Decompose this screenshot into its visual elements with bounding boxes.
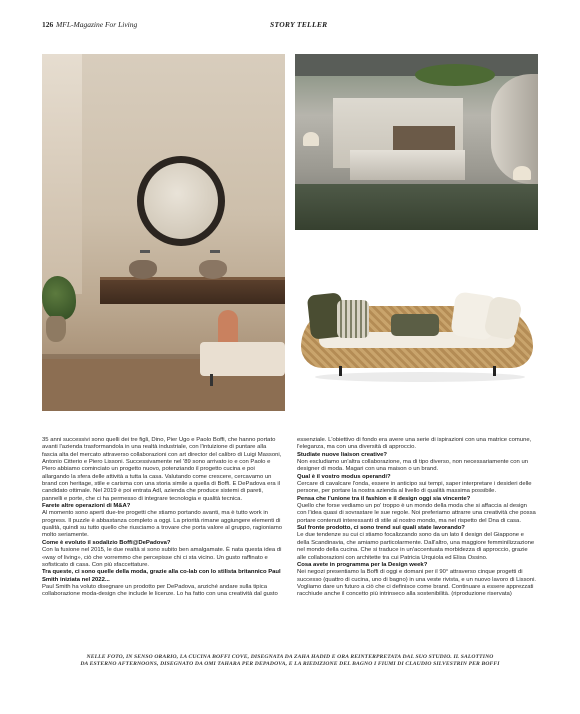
paragraph: Cercare di cavalcare l'onda, essere in anticipo sui tempi, saper interpretare i desideri delle persone, per portare la nostra azienda al livello di qualità massima possibile. xyxy=(297,481,532,495)
magazine-name: MFL-Magazine For Living xyxy=(56,20,138,29)
kitchen-photo xyxy=(295,54,538,230)
interview-question: Cosa avete in programma per la Design week? xyxy=(297,561,428,568)
article-column-right xyxy=(297,437,538,599)
page-header xyxy=(42,20,538,34)
photo-caption xyxy=(42,654,538,669)
caption-line-2: DA ESTERNO AFTERNOONS, DISEGNATO DA OMI TAHARA PER DEPADOVA, E LA RIEDIZIONE DEL BAGNO I FIUMI DI CLAUDIO SILVESTRIN PER BOFFI xyxy=(80,661,500,668)
interview-question: Studiate nuove liaison creative? xyxy=(297,451,388,458)
interview-question: Sul fronte prodotto, ci sono trend sui quali state lavorando? xyxy=(297,525,465,532)
article-column-left xyxy=(42,437,283,599)
interview-question: Tra queste, ci sono quelle della moda, grazie alla co-lab con lo stilista britannico Paul Smith iniziata nel 2022... xyxy=(42,569,281,583)
paragraph: Paul Smith ha voluto disegnare un prodotto per DePadova, anziché andare sulla tipica collaborazione moda-design che include le licenze. Lo ha fatto con una creatività dal gusto xyxy=(42,583,278,598)
paragraph: Con la fusione nel 2015, le due realtà si sono subito ben amalgamate. È nata questa idea di «way of living», ciò che vorremmo che percepisse chi ci sta vicino. Un gusto raffinato e sofisticato di casa. Con più sfaccettature. xyxy=(42,547,282,568)
interview-question: Pensa che l'unione tra il fashion e il design oggi sia vincente? xyxy=(297,495,471,502)
paragraph: Quello che forse vediamo un po' troppo è un mondo della moda che si affaccia al design con l'idea quasi di sovrastare le sue regole. Noi preferiamo attrarre una creatività che possa portare contenuti interessanti di stile al nostro mondo, ma nel rispetto del Dna di casa. xyxy=(297,503,536,524)
paragraph: Non escludiamo un'altra collaborazione, ma di tipo diverso, non necessariamente con un designer di moda. Magari con una maison o un brand. xyxy=(297,459,528,473)
paragraph: Al momento sono aperti due-tre progetti che stiamo portando avanti, ma è tutto work in progress. Il puzzle è abbastanza completo a oggi. La priorità rimane aggiungere elementi di qualità, quindi su tutto quello che riusciamo a trovare che porta valore al gruppo, ragioniamo molto seriamente. xyxy=(42,510,283,539)
paragraph: Le due tendenze su cui ci stiamo focalizzando sono da un lato il design del Giappone e della Scandinavia, che amiamo particolarmente. Dall'altro, una maggiore femminilizzazione nel mondo della cucina. Che si traduce in un'accentuata morbidezza di approccio, grazie alle collaborazioni con architette tra cui Patricia Urquiola ed Elisa Ossino. xyxy=(297,532,535,561)
bathroom-photo xyxy=(42,54,285,411)
wooden-vanity xyxy=(100,280,285,304)
paragraph: Nei negozi presentiamo la Boffi di oggi e domani per il 90° attraverso cinque progetti di successo (quattro di cucina, uno di bagno) in una veste rivista, e un nuovo lavoro di Lissoni. Vogliamo dare un futuro a ciò che ci definisce come brand. Continuare a essere apprezzati racchiude anche il concetto più intrinseco alla sostenibilità. (riproduzione riservata) xyxy=(297,569,537,598)
interview-question: Qual è il vostro modus operandi? xyxy=(297,473,391,480)
page-number: 126 xyxy=(42,20,54,29)
paragraph: essenziale. L'obiettivo di fondo era avere una serie di ispirazioni con una matrice comune, l'eleganza, ma con una diversità di approccio. xyxy=(297,437,532,451)
interview-question: Farete altre operazioni di M&A? xyxy=(42,503,131,510)
caption-line-1: NELLE FOTO, IN SENSO ORARIO, LA CUCINA BOFFI COVE, DISEGNATA DA ZAHA HADID E ORA REINTERPRETATA DAL SUO STUDIO. IL SALOTTINO xyxy=(86,654,494,660)
round-mirror xyxy=(137,156,225,246)
section-title: STORY TELLER xyxy=(270,20,328,29)
paragraph: 35 anni successivi sono quelli dei tre figli, Dino, Pier Ugo e Paolo Boffi, che hanno portato avanti l'azienda trasformandola in una realtà industriale, con l'intuizione di puntare alla fascia alta del mercato attraverso collaborazioni con art director del calibro di Luigi Massoni, Antonio Citterio e Piero Lissoni. Successivamente nel '89 sono arrivato io e con Paolo e Piero abbiamo cominciato un progetto nuovo, potenziando il progetto cucina e poi allargando la sfera delle attività a tutta la casa. Valutando come crescere, cercavamo un brand con heritage, stile e carisma con una storia simile a quella di Boffi. E DePadova era il candidato ottimale. Nel 2019 è poi entrata Adl, azienda che produce sistemi di pareti, pannelli e porte, che ci ha permesso di integrare tecnologia e qualità tecnica. xyxy=(42,437,282,502)
sofa-photo xyxy=(295,236,538,411)
kitchen-island xyxy=(350,150,465,180)
interview-question: Come è evoluto il sodalizio Boffi@DePadova? xyxy=(42,539,171,546)
